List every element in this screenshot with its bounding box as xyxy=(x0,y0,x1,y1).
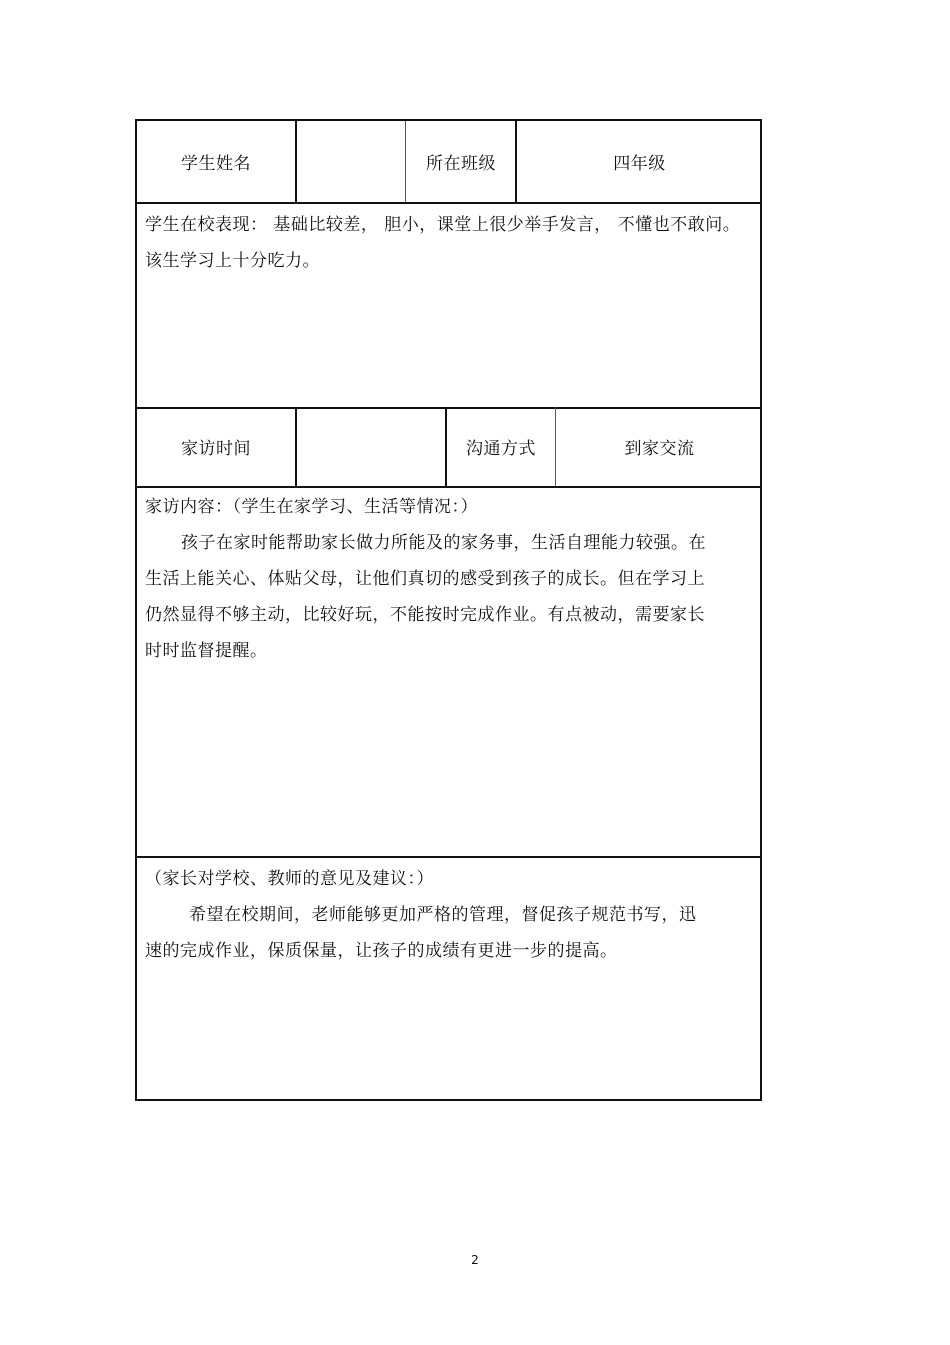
row1-divider-b xyxy=(405,121,406,202)
row2-divider-c xyxy=(555,407,556,486)
visit-content-line-1: 孩子在家时能帮助家长做力所能及的家务事，生活自理能力较强。在 xyxy=(181,533,706,553)
visit-content-heading: 家访内容：（学生在家学习、生活等情况：） xyxy=(145,497,478,517)
parent-suggestions-line-2: 速的完成作业，保质保量，让孩子的成绩有更进一步的提高。 xyxy=(145,941,618,961)
visit-content-line-2: 生活上能关心、体贴父母，让他们真切的感受到孩子的成长。但在学习上 xyxy=(145,569,705,589)
student-name-value xyxy=(297,121,405,202)
class-label: 所在班级 xyxy=(426,154,496,174)
communication-method-label: 沟通方式 xyxy=(466,439,536,459)
row-divider-3 xyxy=(137,486,760,488)
class-value: 四年级 xyxy=(613,154,666,174)
parent-suggestions-heading: （家长对学校、教师的意见及建议：） xyxy=(145,869,434,889)
school-performance-line-2: 该生学习上十分吃力。 xyxy=(145,251,320,271)
row-divider-4 xyxy=(137,856,760,858)
school-performance-section xyxy=(145,207,752,279)
row-divider-1 xyxy=(137,202,760,204)
visit-content-line-4: 时时监督提醒。 xyxy=(145,641,268,661)
page-number: 2 xyxy=(471,1253,479,1267)
student-name-label: 学生姓名 xyxy=(181,154,251,174)
visit-content-section xyxy=(145,489,752,669)
visit-time-label: 家访时间 xyxy=(181,439,251,459)
visit-content-line-3: 仍然显得不够主动，比较好玩，不能按时完成作业。有点被动，需要家长 xyxy=(145,605,705,625)
communication-method-value: 到家交流 xyxy=(624,439,695,459)
home-visit-form-table xyxy=(135,119,762,1101)
parent-suggestions-line-1: 希望在校期间，老师能够更加严格的管理，督促孩子规范书写，迅 xyxy=(189,905,697,925)
school-performance-line-1: 学生在校表现： 基础比较差， 胆小，课堂上很少举手发言， 不懂也不敢问。 xyxy=(145,215,741,235)
parent-suggestions-section xyxy=(145,861,752,969)
visit-time-value xyxy=(297,407,445,486)
